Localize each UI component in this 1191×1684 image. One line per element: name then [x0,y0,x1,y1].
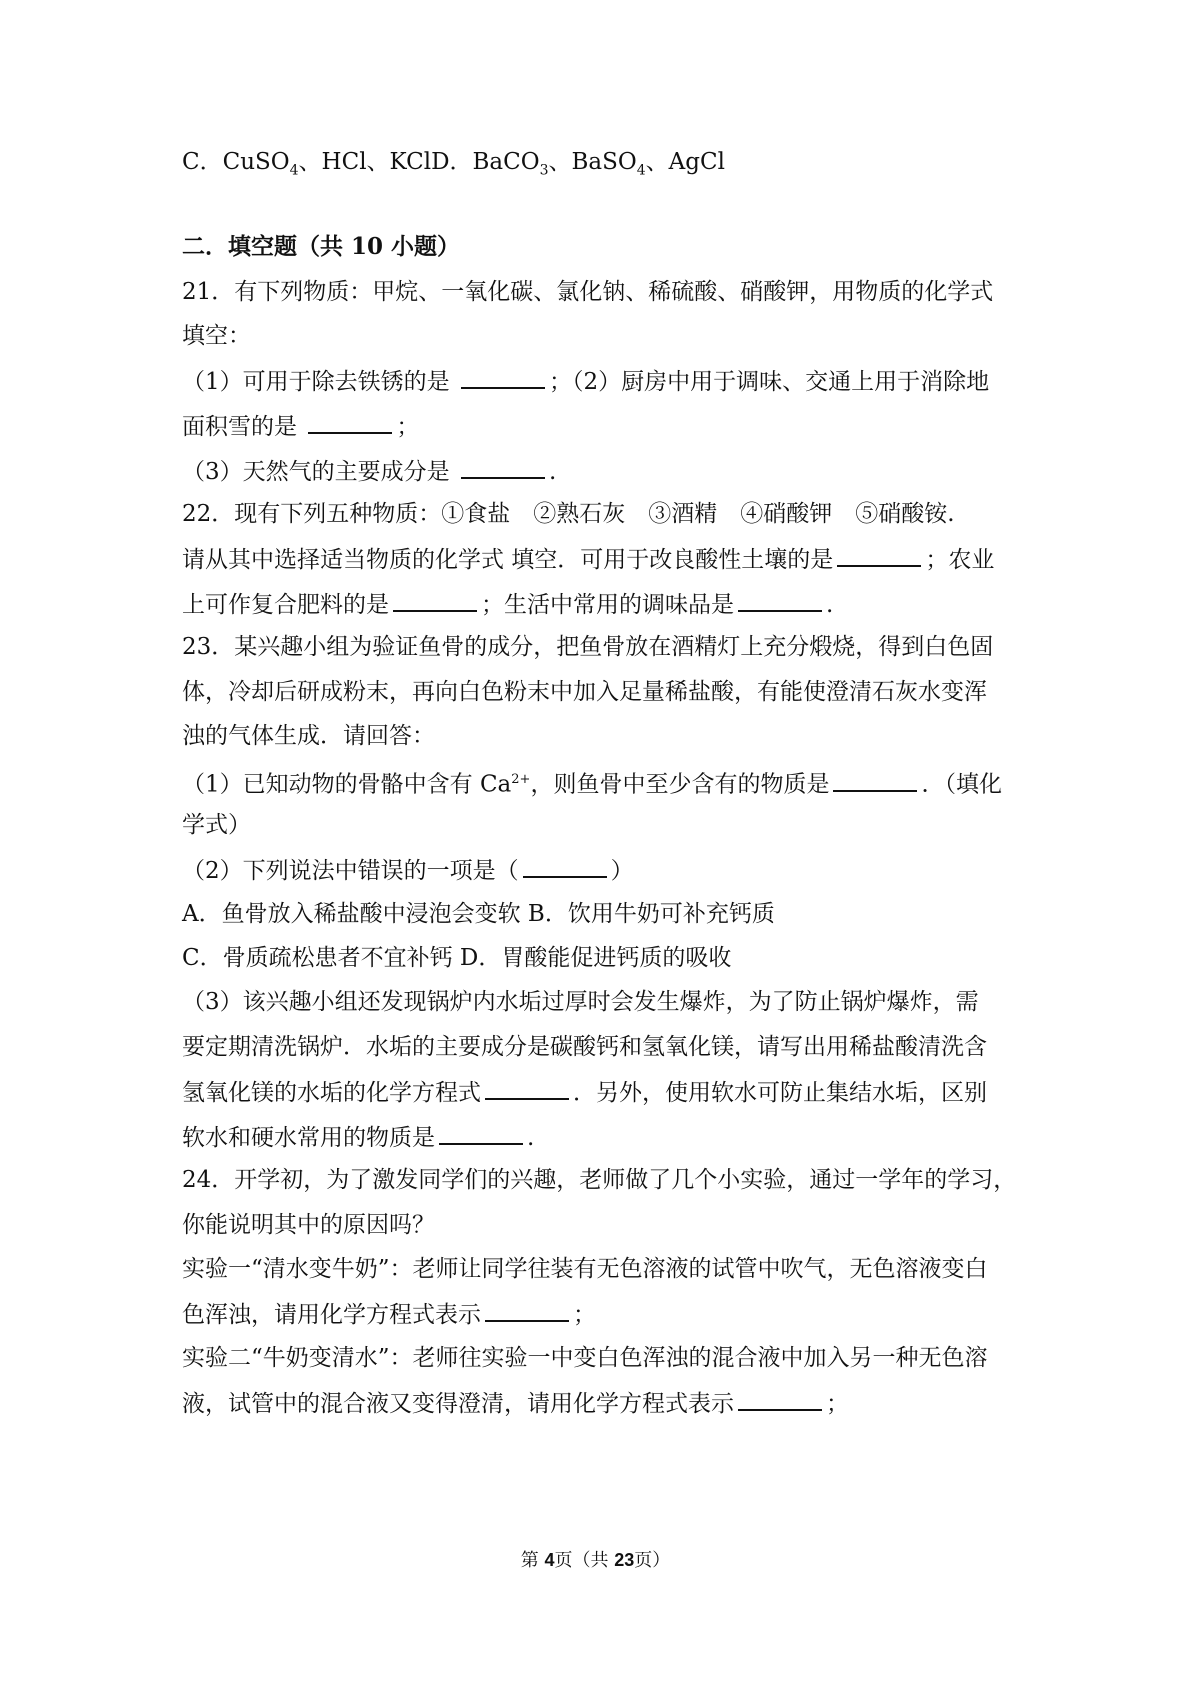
text-run: （1）已知动物的骨骼中含有 Ca [182,771,512,798]
text-line [182,410,419,442]
text-line [182,943,731,973]
text-run: 填空： [182,323,251,349]
text-run: ； [396,414,420,440]
text-run: （2）下列说法中错误的一项是（ [182,858,519,884]
text-line [182,987,979,1017]
text-line [182,1387,849,1419]
text-run: ；农业 [925,547,995,573]
answer-blank[interactable] [738,1387,822,1411]
text-run: ．另外，使用软水可防止集结水垢，区别 [573,1080,987,1106]
text-line [182,1343,988,1373]
answer-blank[interactable] [393,588,477,612]
text-run: 面积雪的是 [182,414,305,440]
text-run: 上可作复合肥料的是 [182,592,389,618]
footer-suffix: 页） [634,1550,671,1571]
text-run: . [826,592,834,618]
text-line [182,588,833,620]
text-run: ；生活中常用的调味品是 [481,592,734,618]
answer-blank[interactable] [439,1121,523,1145]
text-run: 22．现有下列五种物质：①食盐 ②熟石灰 ③酒精 ④硝酸钾 ⑤硝酸铵. [182,501,955,527]
text-line [182,147,725,186]
text-run: 请从其中选择适当物质的化学式 填空．可用于改良酸性土壤的是 [182,547,834,573]
footer-middle: 页（共 [554,1550,615,1571]
page-footer [0,1547,1191,1574]
text-line [182,543,994,575]
answer-blank[interactable] [738,588,822,612]
text-run: 实验二“牛奶变清水”：老师往实验一中变白色浑浊的混合液中加入另一种无色溶 [182,1345,988,1371]
answer-blank[interactable] [523,854,607,878]
text-run: 氢氧化镁的水垢的化学方程式 [182,1080,481,1106]
text-run: 液，试管中的混合液又变得澄清，请用化学方程式表示 [182,1391,734,1417]
footer-prefix: 第 [520,1550,545,1571]
text-line [182,810,251,840]
text-run: A．鱼骨放入稀盐酸中浸泡会变软 B．饮用牛奶可补充钙质 [182,901,775,927]
answer-blank[interactable] [837,543,921,567]
text-line [182,854,634,886]
superscript: 2+ [511,772,531,787]
text-line [182,277,993,307]
text-run: 学式） [182,812,251,838]
text-run: 实验一“清水变牛奶”：老师让同学往装有无色溶液的试管中吹气，无色溶液变白 [182,1256,988,1282]
text-run: ） [610,858,634,884]
text-run: 24．开学初，为了激发同学们的兴趣，老师做了几个小实验，通过一学年的学习， [182,1167,1017,1193]
text-line [182,1254,988,1284]
text-line [182,899,775,929]
text-run: （3）该兴趣小组还发现锅炉内水垢过厚时会发生爆炸，为了防止锅炉爆炸，需 [182,989,979,1015]
text-run: ，则鱼骨中至少含有的物质是 [530,771,830,798]
text-line [182,1298,596,1330]
answer-blank[interactable] [461,455,545,479]
text-run: . [527,1125,535,1151]
answer-blank[interactable] [461,365,545,389]
text-line [182,765,1002,800]
footer-page-number: 4 [544,1550,555,1570]
text-run: ．（填化 [921,771,1002,798]
text-run: 21．有下列物质：甲烷、一氧化碳、氯化钠、稀硫酸、硝酸钾，用物质的化学式 [182,279,994,305]
text-line [182,1121,534,1153]
answer-blank[interactable] [485,1298,569,1322]
text-line [182,632,993,662]
text-line [182,1165,1016,1195]
text-line [182,365,989,397]
text-line [182,499,955,529]
text-line [182,721,435,751]
text-run: 23．某兴趣小组为验证鱼骨的成分，把鱼骨放在酒精灯上充分煅烧，得到白色固 [182,634,994,660]
subscript: 4 [636,162,646,179]
answer-blank[interactable] [308,410,392,434]
section-heading: 二．填空题（共 10 小题） [182,233,461,260]
text-run: （3）天然气的主要成分是 [182,459,457,485]
text-run: 软水和硬水常用的物质是 [182,1125,435,1151]
subscript: 4 [289,162,299,179]
text-run: 体，冷却后研成粉末，再向白色粉末中加入足量稀盐酸，有能使澄清石灰水变浑 [182,679,987,705]
text-run: 要定期清洗锅炉．水垢的主要成分是碳酸钙和氢氧化镁，请写出用稀盐酸清洗含 [182,1034,987,1060]
text-run: 、AgCl [645,149,725,175]
answer-blank[interactable] [833,768,917,792]
text-run: （1）可用于除去铁锈的是 [182,369,457,395]
text-run: 你能说明其中的原因吗？ [182,1212,435,1238]
subscript: 3 [539,162,549,179]
text-run: ；（2）厨房中用于调味、交通上用于消除地 [548,369,990,395]
text-run: ； [826,1391,849,1417]
text-line [182,1210,435,1240]
text-line [182,321,251,351]
footer-total-pages: 23 [614,1550,635,1570]
text-run: 、HCl、KClD．BaCO [298,149,540,175]
text-line [182,1076,987,1108]
answer-blank[interactable] [485,1076,569,1100]
text-run: ； [573,1302,596,1328]
text-run: 、BaSO [548,149,637,175]
text-line [182,1032,987,1062]
text-run: C．骨质疏松患者不宜补钙 D．胃酸能促进钙质的吸收 [182,945,732,971]
text-run: C．CuSO [182,149,290,175]
text-line [182,455,556,487]
text-run: 色浑浊，请用化学方程式表示 [182,1302,481,1328]
text-run: 浊的气体生成．请回答： [182,723,435,749]
text-run: . [548,459,557,485]
text-line [182,677,987,707]
